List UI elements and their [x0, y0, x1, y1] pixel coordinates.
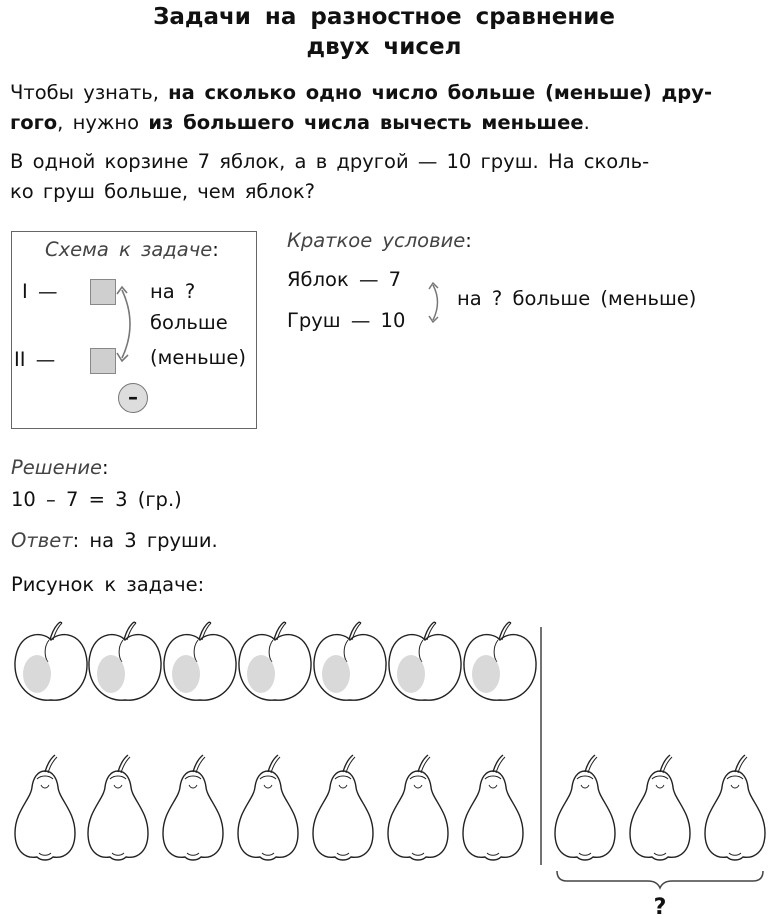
short-condition-title: [287, 229, 472, 252]
solution-label-text: Решение: [11, 456, 103, 479]
pear-icon: [163, 755, 223, 860]
answer-label: Ответ: [11, 529, 73, 552]
pear-icon: [88, 755, 148, 860]
apple-icon: [164, 622, 236, 700]
apple-icon: [89, 622, 161, 700]
pear-icon: [555, 755, 615, 860]
rule-bold-1: на сколько одно число больше (меньше) дру-: [168, 81, 713, 104]
schema-double-arrow-icon: [116, 284, 142, 364]
pear-icon: [630, 755, 690, 860]
schema-row-1-label: I —: [22, 280, 58, 303]
schema-note-3: (меньше): [150, 346, 247, 369]
problem-paragraph: [10, 147, 762, 207]
answer-line: [11, 529, 218, 552]
rule-text-2: , нужно: [57, 111, 149, 134]
apple-icon: [314, 622, 386, 700]
solution-label: [11, 456, 109, 479]
schema-note-2: больше: [150, 311, 228, 334]
short-condition-title-text: Краткое условие: [287, 229, 466, 252]
pear-icon: [15, 755, 75, 860]
pear-icon: [313, 755, 373, 860]
rule-text-3: .: [583, 111, 590, 134]
title-line-2: двух чисел: [306, 34, 462, 60]
picture-label: Рисунок к задаче:: [11, 573, 205, 596]
schema-row-1-box: [90, 279, 116, 305]
apple-icon: [464, 622, 536, 700]
schema-note-1: на ?: [150, 280, 196, 303]
pear-icon: [238, 755, 298, 860]
rule-bold-2: гого: [10, 111, 58, 134]
schema-row-2-label: II —: [14, 348, 56, 371]
short-condition-apples: Яблок — 7: [287, 268, 402, 291]
schema-row-2-box: [90, 348, 116, 374]
answer-text: на 3 груши.: [89, 529, 218, 552]
condition-double-arrow-icon: [428, 280, 446, 326]
page-title: [0, 2, 768, 62]
curly-brace-icon: [557, 871, 763, 888]
pear-icon: [388, 755, 448, 860]
apple-icon: [389, 622, 461, 700]
short-condition-colon: :: [465, 229, 472, 252]
short-condition-question: на ? больше (меньше): [457, 287, 697, 310]
apple-icon: [15, 622, 87, 700]
problem-line-1: В одной корзине 7 яблок, а в другой — 10 груш. На сколь-: [10, 150, 650, 173]
schema-title-text: Схема к задаче: [45, 238, 213, 261]
schema-title: [45, 238, 219, 261]
answer-colon: :: [72, 529, 80, 552]
pear-icon: [705, 755, 765, 860]
solution-colon: :: [102, 456, 109, 479]
problem-line-2: ко груш больше, чем яблок?: [10, 180, 315, 203]
apples-row: [15, 622, 536, 700]
schema-title-colon: :: [212, 238, 219, 261]
pear-icon: [463, 755, 523, 860]
problem-picture: [0, 615, 768, 919]
question-mark: ?: [653, 895, 667, 919]
pears-row: [15, 755, 765, 860]
short-condition-pears: Груш — 10: [287, 309, 406, 332]
rule-bold-3: из большего числа вычесть меньшее: [148, 111, 584, 134]
rule-text-1: Чтобы узнать,: [10, 81, 169, 104]
minus-circle-icon: –: [118, 383, 148, 413]
rule-paragraph: [10, 78, 762, 138]
title-line-1: Задачи на разностное сравнение: [153, 4, 615, 30]
solution-expression: 10 – 7 = 3 (гр.): [11, 488, 182, 511]
apple-icon: [239, 622, 311, 700]
